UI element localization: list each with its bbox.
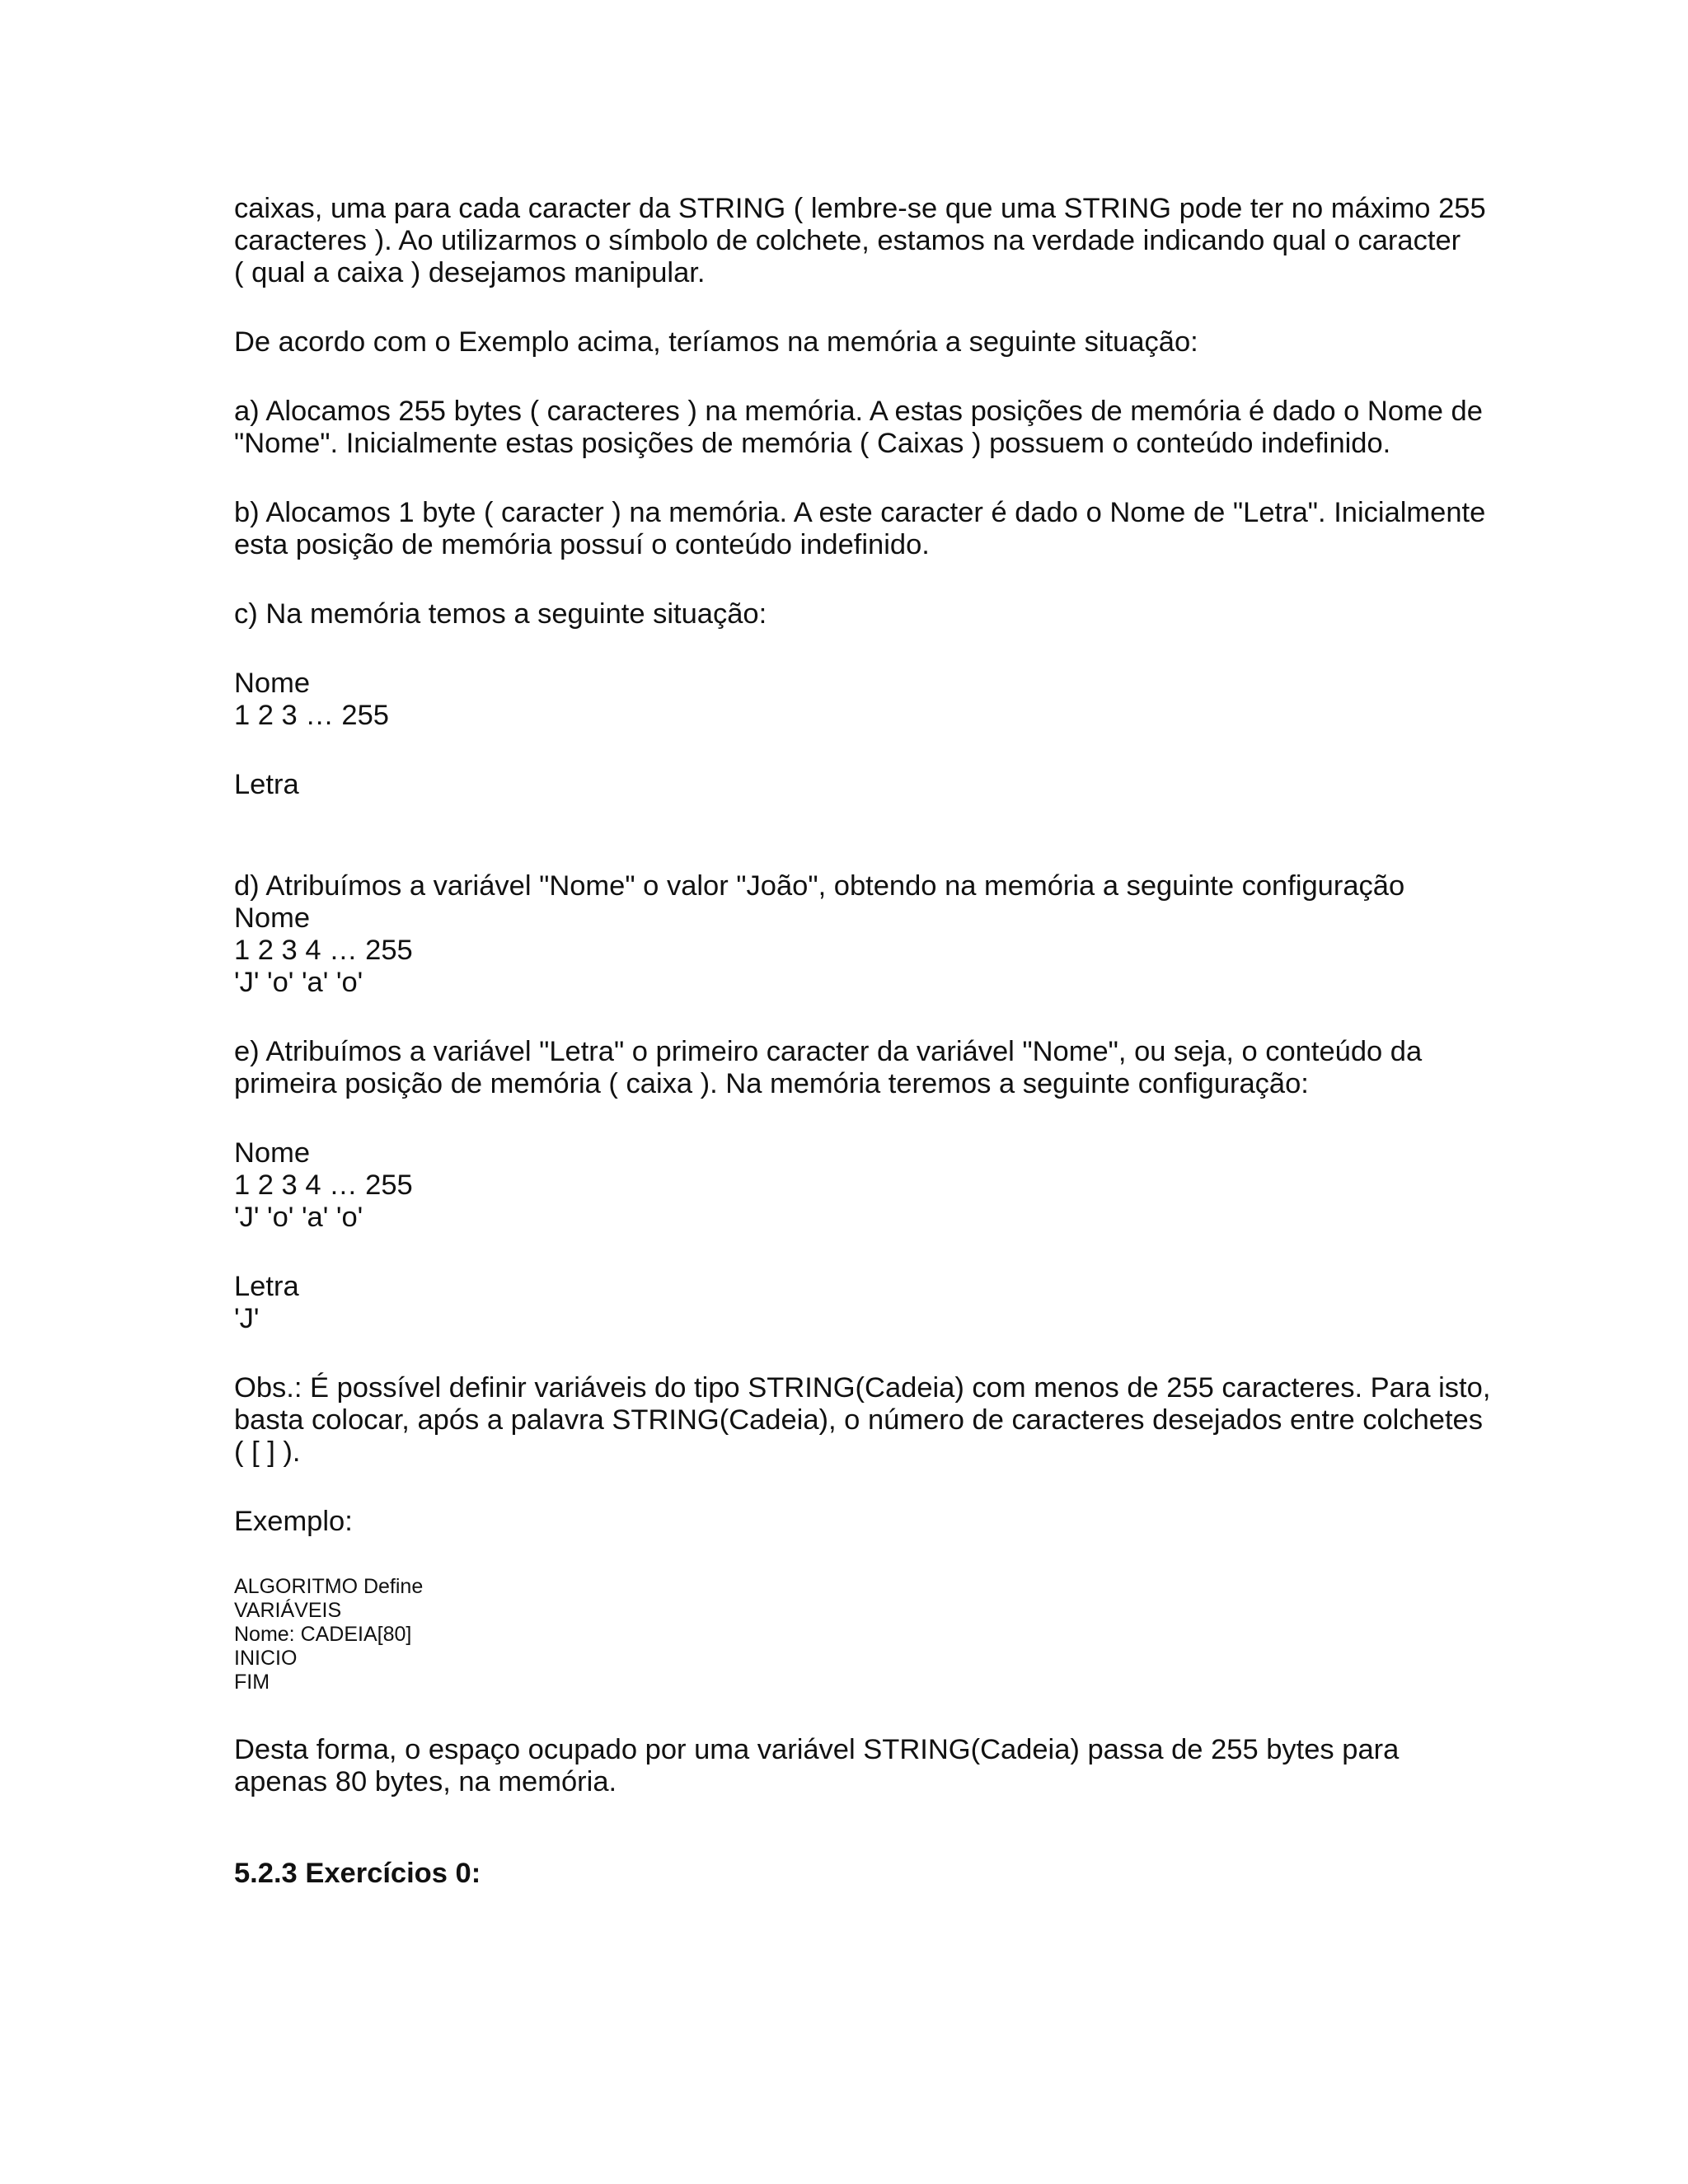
text-line: b) Alocamos 1 byte ( caracter ) na memória. A este caracter é dado o Nome de "Letra". Inicialmente (234, 497, 1486, 528)
text-line: apenas 80 bytes, na memória. (234, 1766, 617, 1797)
paragraph-item-a (234, 396, 1483, 460)
code-line: INICIO (234, 1647, 298, 1670)
text-line: De acordo com o Exemplo acima, teríamos na memória a seguinte situação: (234, 326, 1198, 358)
text-line: ( [ ] ). (234, 1436, 301, 1468)
memory-nome-empty (234, 668, 1470, 732)
paragraph-conclusion (234, 1734, 1470, 1798)
text-line: Letra (234, 1271, 299, 1302)
paragraph-item-c (234, 598, 1470, 630)
code-line: Nome: CADEIA[80] (234, 1623, 412, 1646)
text-line: Nome (234, 668, 311, 699)
text-line: Nome (234, 1137, 311, 1169)
paragraph-item-e (234, 1036, 1470, 1100)
text-line: "Nome". Inicialmente estas posições de memória ( Caixas ) possuem o conteúdo indefinido. (234, 428, 1391, 459)
text-line: 'J' (234, 1303, 260, 1334)
text-line: caracteres ). Ao utilizarmos o símbolo de colchete, estamos na verdade indicando qual o caracter (234, 225, 1461, 256)
section-heading (234, 1858, 1470, 1890)
text-line: ( qual a caixa ) desejamos manipular. (234, 257, 706, 288)
text-line: esta posição de memória possuí o conteúdo indefinido. (234, 529, 930, 560)
text-line: Obs.: É possível definir variáveis do tipo STRING(Cadeia) com menos de 255 caracteres. Para isto, (234, 1372, 1491, 1404)
heading-text: 5.2.3 Exercícios 0: (234, 1858, 481, 1889)
text-line: 1 2 3 4 … 255 (234, 1169, 413, 1201)
memory-letra-empty (234, 769, 1470, 801)
text-line: d) Atribuímos a variável "Nome" o valor "João", obtendo na memória a seguinte configuração (234, 870, 1405, 902)
text-line: 1 2 3 4 … 255 (234, 935, 413, 966)
code-example (234, 1575, 1470, 1694)
document-body (234, 193, 1491, 1927)
paragraph-string-boxes (234, 193, 1486, 289)
text-line: c) Na memória temos a seguinte situação: (234, 598, 767, 630)
code-line: VARIÁVEIS (234, 1599, 342, 1622)
text-line: primeira posição de memória ( caixa ). Na memória teremos a seguinte configuração: (234, 1068, 1309, 1099)
paragraph-example-label (234, 1506, 1470, 1538)
memory-letra-j (234, 1271, 1470, 1335)
text-line: basta colocar, após a palavra STRING(Cadeia), o número de caracteres desejados entre colchetes (234, 1404, 1483, 1436)
code-line: FIM (234, 1671, 270, 1694)
text-line: a) Alocamos 255 bytes ( caracteres ) na memória. A estas posições de memória é dado o Nome de (234, 396, 1483, 427)
paragraph-memory-situation (234, 326, 1470, 359)
text-line: 1 2 3 … 255 (234, 700, 389, 731)
text-line: Letra (234, 769, 299, 800)
text-line: Exemplo: (234, 1506, 353, 1537)
memory-nome-joao (234, 1137, 1470, 1234)
code-line: ALGORITMO Define (234, 1575, 424, 1598)
text-line: 'J' 'o' 'a' 'o' (234, 1202, 363, 1233)
paragraph-item-b (234, 497, 1486, 561)
text-line: caixas, uma para cada caracter da STRING ( lembre-se que uma STRING pode ter no máximo 255 (234, 193, 1486, 224)
text-line: Desta forma, o espaço ocupado por uma variável STRING(Cadeia) passa de 255 bytes para (234, 1734, 1400, 1765)
paragraph-item-d (234, 870, 1470, 999)
paragraph-observation (234, 1372, 1491, 1469)
text-line: 'J' 'o' 'a' 'o' (234, 967, 363, 998)
text-line: Nome (234, 902, 311, 934)
text-line: e) Atribuímos a variável "Letra" o primeiro caracter da variável "Nome", ou seja, o conteúdo da (234, 1036, 1423, 1067)
